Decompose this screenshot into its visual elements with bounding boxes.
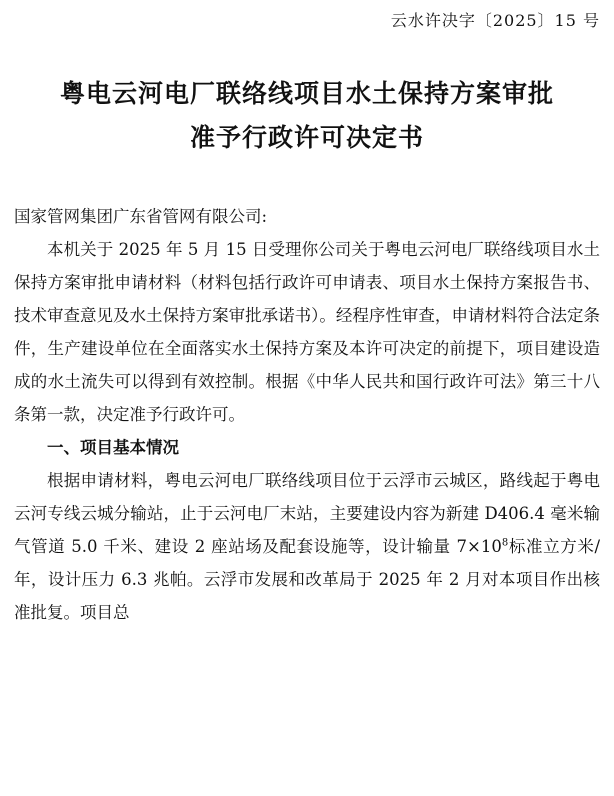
paragraph-acceptance: 本机关于 2025 年 5 月 15 日受理你公司关于粤电云河电厂联络线项目水土保持方案审批申请材料（材料包括行政许可申请表、项目水土保持方案报告书、技术审查意见及水土保持方案审批承诺书）。经程序性审查，申请材料符合法定条件，生产建设单位在全面落实水土保持方案及本许可决定的前提下，项目建设造成的水土流失可以得到有效控制。根据《中华人民共和国行政许可法》第三十八条第一款，决定准予行政许可。 [14, 240, 600, 424]
document-number: 云水许决字〔2025〕15 号 [390, 11, 600, 30]
document-body [14, 200, 600, 629]
addressee: 国家管网集团广东省管网有限公司: [14, 207, 268, 226]
document-title [0, 72, 614, 160]
paragraph-project-basics-text-2: 标准立方米/年，设计压力 6.3 兆帕。云浮市发展和改革局于 2025 年 2 月对本项目作出核准批复。项目总 [14, 537, 600, 622]
paragraph-project-basics-text-1: 根据申请材料，粤电云河电厂联络线项目位于云浮市云城区，路线起于粤电云河专线云城分输站，止于云河电厂末站，主要建设内容为新建 D406.4 毫米输气管道 5.0 千米、建设 2 座站场及配套设施等，设计输量 7×10 [14, 471, 600, 556]
paragraph-project-basics [14, 464, 600, 629]
section-heading-project-basics: 一、项目基本情况 [47, 438, 179, 457]
superscript-exponent: 8 [501, 537, 509, 549]
document-title-line-1: 粤电云河电厂联络线项目水土保持方案审批 [59, 79, 554, 108]
document-title-line-2: 准予行政许可决定书 [189, 123, 424, 152]
